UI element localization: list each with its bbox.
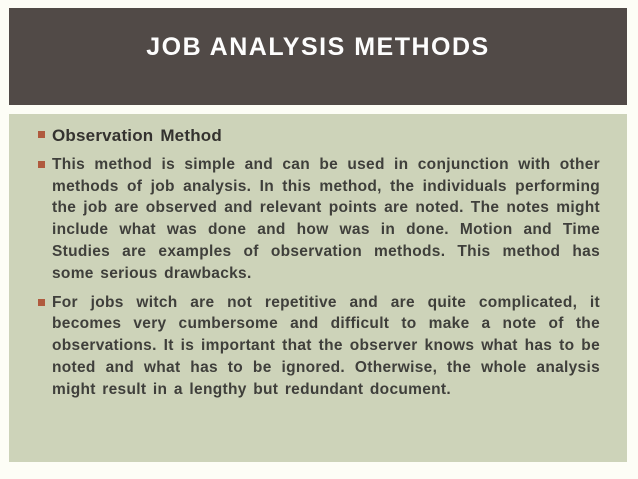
page-title: JOB ANALYSIS METHODS (146, 33, 490, 61)
bullet-item-method-description (38, 154, 600, 285)
bullet-text: Observation Method (52, 126, 222, 145)
bullet-text: This method is simple and can be used in conjunction with other methods of job analysis. In this method, the individuals performing the job are observed and relevant points are noted. The notes might include what was done and how was in done. Motion and Time Studies are examples of observation methods. This method has some serious drawbacks. (52, 155, 600, 282)
content-box (9, 114, 627, 462)
bullet-square-icon (38, 131, 45, 138)
bullet-square-icon (38, 161, 45, 168)
bullet-square-icon (38, 299, 45, 306)
bullet-text: For jobs witch are not repetitive and are quite complicated, it becomes very cumbersome and difficult to make a note of the observations. It is important that the observer knows what has to be noted and what has to be ignored. Otherwise, the whole analysis might result in a lengthy but redundant document. (52, 293, 600, 398)
title-box (9, 8, 627, 105)
bullet-item-observation-method (38, 125, 600, 147)
bullet-item-drawbacks (38, 292, 600, 401)
